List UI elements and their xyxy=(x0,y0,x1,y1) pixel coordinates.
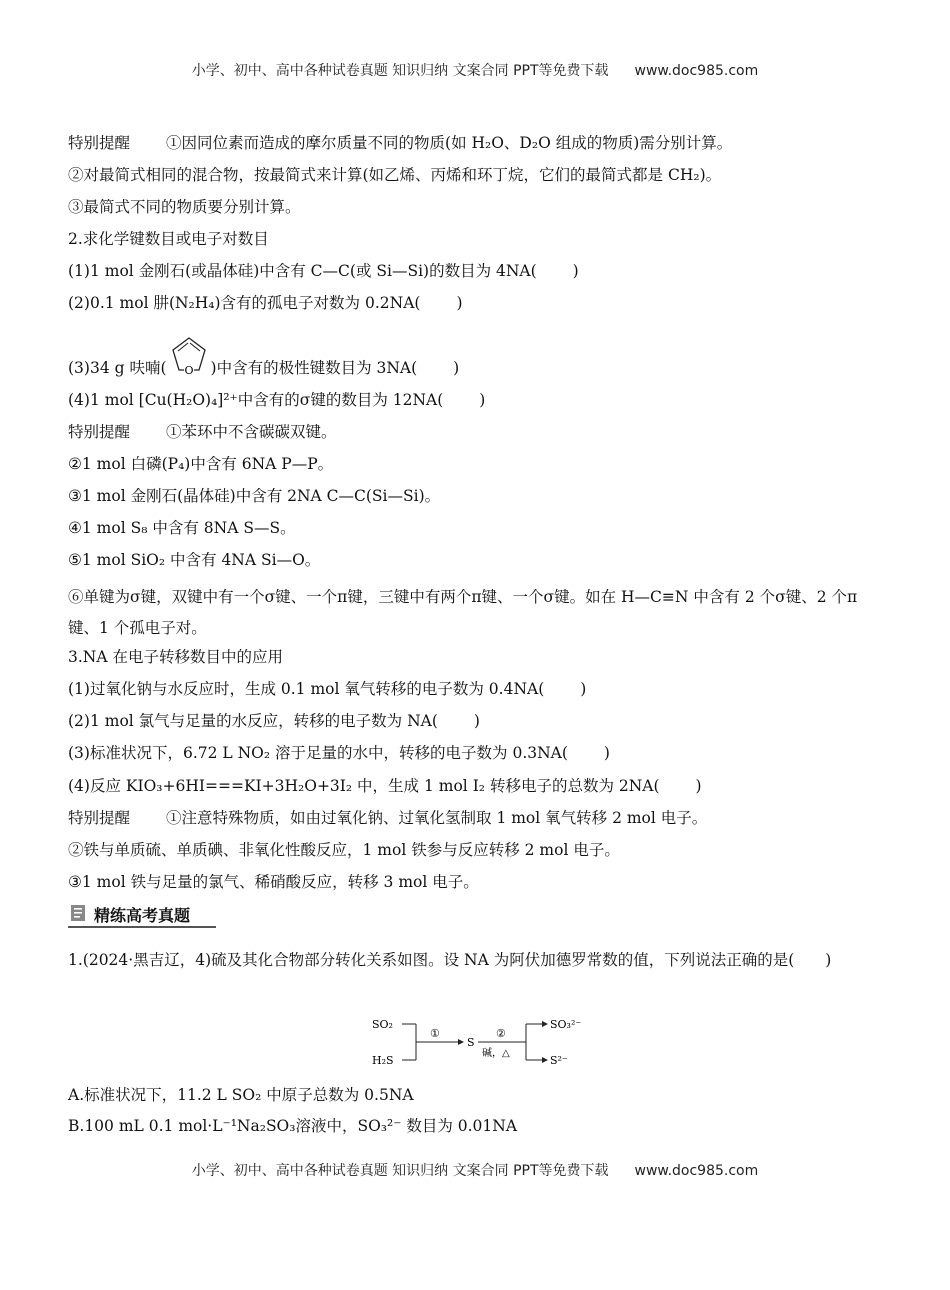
header-text: 小学、初中、高中各种试卷真题 知识归纳 文案合同 PPT等免费下载 xyxy=(191,63,609,79)
footer-site[interactable]: www.doc985.com xyxy=(634,1163,759,1179)
document-icon xyxy=(70,904,86,922)
tip-3-line-3: ③1 mol 铁与足量的氯气、稀硝酸反应，转移 3 mol 电子。 xyxy=(68,872,479,891)
answer-paren: ) xyxy=(473,712,480,731)
furan-oxygen-label: O xyxy=(184,363,194,377)
question-1-options xyxy=(68,1085,888,1147)
question-1-stem: 1.(2024·黑吉辽，4)硫及其化合物部分转化关系如图。设 NA 为阿伏加德罗常数的值，下列说法正确的是( ) xyxy=(68,951,832,969)
s2-question-3 xyxy=(68,326,888,378)
question-text-pre: (3)34 g 呋喃( xyxy=(68,358,167,377)
diagram-condition: 碱，△ xyxy=(482,1048,510,1059)
answer-paren: ) xyxy=(695,776,702,795)
tip-3-line-2: ②铁与单质硫、单质碘、非氧化性酸反应，1 mol 铁参与反应转移 2 mol 电子。 xyxy=(68,840,620,859)
header-site[interactable]: www.doc985.com xyxy=(634,63,759,79)
furan-structure-icon xyxy=(167,334,211,378)
answer-paren: ) xyxy=(572,262,579,281)
option-a: A.标准状况下，11.2 L SO₂ 中原子总数为 0.5NA xyxy=(68,1086,414,1104)
tip-label: 特别提醒 xyxy=(68,422,131,441)
tip-1-line-3: ③最简式不同的物质要分别计算。 xyxy=(68,198,301,217)
tip-text: ①苯环中不含碳碳双键。 xyxy=(166,422,337,441)
question-text: (3)标准状况下，6.72 L NO₂ 溶于足量的水中，转移的电子数为 0.3NA( xyxy=(68,744,568,763)
tip-2-line-1 xyxy=(68,422,888,442)
answer-paren: ) xyxy=(456,294,463,313)
section-title-underline xyxy=(68,926,216,928)
section-2-title: 2.求化学键数目或电子对数目 xyxy=(68,230,269,249)
question-text: (4)反应 KIO₃+6HI===KI+3H₂O+3I₂ 中，生成 1 mol I₂ 转移电子的总数为 2NA( xyxy=(68,776,660,795)
section-title-text: 精练高考真题 xyxy=(94,906,191,925)
s2-question-1 xyxy=(68,261,888,281)
diagram-step-1: ① xyxy=(430,1027,440,1040)
tip-2-line-5: ⑤1 mol SiO₂ 中含有 4NA Si—O。 xyxy=(68,551,321,570)
diagram-s2: S²⁻ xyxy=(550,1054,568,1067)
tip-1-line-2: ②对最简式相同的混合物，按最简式来计算(如乙烯、丙烯和环丁烷，它们的最简式都是 CH₂)。 xyxy=(68,166,722,185)
s2-question-4 xyxy=(68,390,888,410)
tip-label: 特别提醒 xyxy=(68,808,131,827)
diagram-step-2: ② xyxy=(496,1027,506,1040)
option-b: B.100 mL 0.1 mol·L⁻¹Na₂SO₃溶液中，SO₃²⁻ 数目为 0.01NA xyxy=(68,1117,518,1135)
tip-2-line-2: ②1 mol 白磷(P₄)中含有 6NA P—P。 xyxy=(68,454,334,473)
question-text: (1)1 mol 金刚石(或晶体硅)中含有 C—C(或 Si—Si)的数目为 4NA( xyxy=(68,262,537,281)
page-footer xyxy=(0,1160,950,1180)
diagram-so2: SO₂ xyxy=(372,1018,393,1031)
answer-paren: ) xyxy=(580,680,587,699)
answer-paren: ) xyxy=(453,358,460,377)
question-text: (2)1 mol 氯气与足量的水反应，转移的电子数为 NA( xyxy=(68,712,438,731)
tip-text: ①注意特殊物质，如由过氧化钠、过氧化氢制取 1 mol 氧气转移 2 mol 电子。 xyxy=(166,808,708,827)
answer-paren: ) xyxy=(603,744,610,763)
question-text: (4)1 mol [Cu(H₂O)₄]²⁺中含有的σ键的数目为 12NA( xyxy=(68,390,444,409)
diagram-h2s: H₂S xyxy=(372,1054,394,1067)
answer-paren: ) xyxy=(479,390,486,409)
diagram-so3: SO₃²⁻ xyxy=(550,1018,582,1031)
tip-2-line-3: ③1 mol 金刚石(晶体硅)中含有 2NA C—C(Si—Si)。 xyxy=(68,486,441,505)
diagram-s: S xyxy=(467,1036,475,1049)
tip-3-line-1 xyxy=(68,808,888,828)
section-title-exam xyxy=(68,900,216,928)
s3-question-2 xyxy=(68,711,888,731)
tip-1-line-1 xyxy=(68,133,888,153)
tip-2-line-6: ⑥单键为σ键，双键中有一个σ键、一个π键，三键中有两个π键、一个σ键。如在 H—C≡N 中含有 2 个σ键、2 个π键、1 个孤电子对。 xyxy=(68,588,858,638)
tip-label: 特别提醒 xyxy=(68,134,131,152)
footer-text: 小学、初中、高中各种试卷真题 知识归纳 文案合同 PPT等免费下载 xyxy=(191,1163,609,1179)
section-3-title: 3.NA 在电子转移数目中的应用 xyxy=(68,648,283,667)
question-text: (2)0.1 mol 肼(N₂H₄)含有的孤电子对数为 0.2NA( xyxy=(68,294,421,313)
question-text-post: )中含有的极性键数目为 3NA( xyxy=(210,358,418,377)
sulfur-conversion-diagram xyxy=(368,1012,588,1074)
s3-question-1 xyxy=(68,679,888,699)
tip-2-line-4: ④1 mol S₈ 中含有 8NA S—S。 xyxy=(68,518,296,537)
main-content xyxy=(68,133,888,904)
page-header xyxy=(0,60,950,80)
tip-text: ①因同位素而造成的摩尔质量不同的物质(如 H₂O、D₂O 组成的物质)需分别计算。 xyxy=(166,134,733,152)
s3-question-4 xyxy=(68,776,888,796)
s3-question-3 xyxy=(68,743,888,763)
s2-question-2 xyxy=(68,293,888,313)
question-text: (1)过氧化钠与水反应时，生成 0.1 mol 氧气转移的电子数为 0.4NA( xyxy=(68,680,545,699)
